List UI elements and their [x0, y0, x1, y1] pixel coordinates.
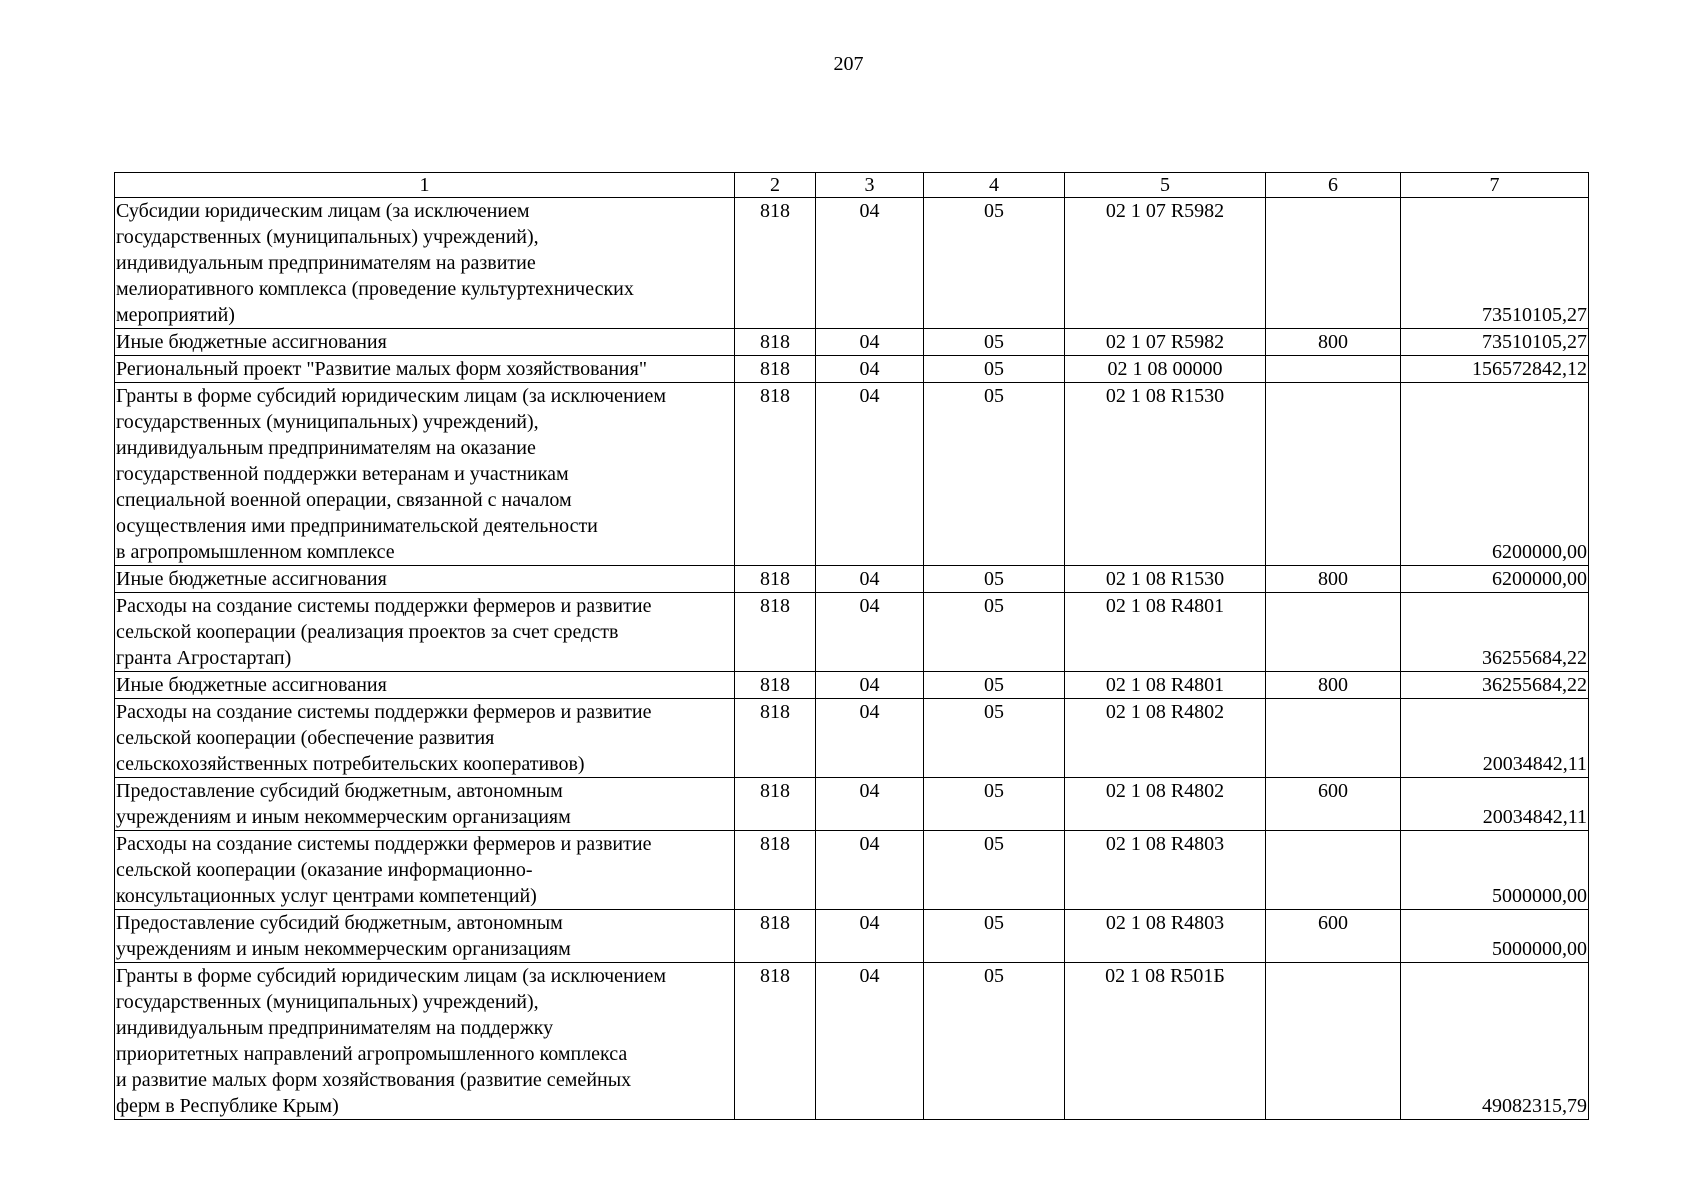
row-vr-cell: 800 — [1266, 566, 1401, 593]
table-row — [115, 356, 1589, 383]
row-rz-cell: 04 — [816, 566, 924, 593]
row-amount-cell: 36255684,22 — [1401, 672, 1589, 699]
table-row — [115, 778, 1589, 831]
table-row — [115, 566, 1589, 593]
table-row — [115, 593, 1589, 672]
row-csr-cell: 02 1 08 R1530 — [1065, 566, 1266, 593]
row-csr-cell: 02 1 08 R4802 — [1065, 699, 1266, 778]
row-pr-cell: 05 — [924, 699, 1065, 778]
row-name-cell: Иные бюджетные ассигнования — [115, 672, 735, 699]
row-csr-cell: 02 1 08 R1530 — [1065, 383, 1266, 566]
row-name-cell: Расходы на создание системы поддержки фермеров и развитие сельской кооперации (оказание информационно- консультационных услуг центрами компетенций) — [115, 831, 735, 910]
row-amount-cell: 5000000,00 — [1401, 831, 1589, 910]
row-gr-cell: 818 — [735, 778, 816, 831]
row-rz-cell: 04 — [816, 699, 924, 778]
row-csr-cell: 02 1 08 R501Б — [1065, 963, 1266, 1120]
row-pr-cell: 05 — [924, 329, 1065, 356]
row-amount-cell: 73510105,27 — [1401, 198, 1589, 329]
row-vr-cell — [1266, 593, 1401, 672]
row-name-cell: Иные бюджетные ассигнования — [115, 329, 735, 356]
row-gr-cell: 818 — [735, 831, 816, 910]
row-gr-cell: 818 — [735, 963, 816, 1120]
row-gr-cell: 818 — [735, 198, 816, 329]
row-csr-cell: 02 1 08 R4803 — [1065, 831, 1266, 910]
row-vr-cell — [1266, 963, 1401, 1120]
row-name-cell: Предоставление субсидий бюджетным, автономным учреждениям и иным некоммерческим организациям — [115, 778, 735, 831]
row-amount-cell: 73510105,27 — [1401, 329, 1589, 356]
row-pr-cell: 05 — [924, 910, 1065, 963]
row-name-cell: Расходы на создание системы поддержки фермеров и развитие сельской кооперации (обеспечение развития сельскохозяйственных потребительских кооперативов) — [115, 699, 735, 778]
row-amount-cell: 36255684,22 — [1401, 593, 1589, 672]
row-vr-cell: 600 — [1266, 910, 1401, 963]
row-amount-cell: 20034842,11 — [1401, 699, 1589, 778]
row-gr-cell: 818 — [735, 672, 816, 699]
row-rz-cell: 04 — [816, 198, 924, 329]
row-vr-cell — [1266, 356, 1401, 383]
row-csr-cell: 02 1 08 R4802 — [1065, 778, 1266, 831]
row-vr-cell — [1266, 383, 1401, 566]
table-row — [115, 831, 1589, 910]
row-vr-cell — [1266, 699, 1401, 778]
row-rz-cell: 04 — [816, 383, 924, 566]
row-gr-cell: 818 — [735, 356, 816, 383]
table-row — [115, 198, 1589, 329]
row-pr-cell: 05 — [924, 963, 1065, 1120]
header-cell: 7 — [1401, 173, 1589, 198]
header-cell: 6 — [1266, 173, 1401, 198]
header-cell: 4 — [924, 173, 1065, 198]
row-amount-cell: 156572842,12 — [1401, 356, 1589, 383]
row-amount-cell: 6200000,00 — [1401, 383, 1589, 566]
row-rz-cell: 04 — [816, 593, 924, 672]
row-gr-cell: 818 — [735, 699, 816, 778]
header-cell: 5 — [1065, 173, 1266, 198]
row-rz-cell: 04 — [816, 831, 924, 910]
row-pr-cell: 05 — [924, 672, 1065, 699]
table-row — [115, 383, 1589, 566]
row-pr-cell: 05 — [924, 593, 1065, 672]
row-gr-cell: 818 — [735, 383, 816, 566]
row-amount-cell: 6200000,00 — [1401, 566, 1589, 593]
row-rz-cell: 04 — [816, 910, 924, 963]
row-name-cell: Региональный проект "Развитие малых форм хозяйствования" — [115, 356, 735, 383]
row-name-cell: Субсидии юридическим лицам (за исключением государственных (муниципальных) учреждений), индивидуальным предпринимателям на развитие мелиоративного комплекса (проведение культуртехнических мероприятий) — [115, 198, 735, 329]
row-vr-cell: 800 — [1266, 672, 1401, 699]
row-vr-cell — [1266, 198, 1401, 329]
row-name-cell: Предоставление субсидий бюджетным, автономным учреждениям и иным некоммерческим организациям — [115, 910, 735, 963]
row-vr-cell — [1266, 831, 1401, 910]
row-pr-cell: 05 — [924, 566, 1065, 593]
row-pr-cell: 05 — [924, 356, 1065, 383]
row-name-cell: Расходы на создание системы поддержки фермеров и развитие сельской кооперации (реализация проектов за счет средств гранта Агростартап) — [115, 593, 735, 672]
row-name-cell: Гранты в форме субсидий юридическим лицам (за исключением государственных (муниципальных) учреждений), индивидуальным предпринимателям на оказание государственной поддержки ветеранам и участникам специальной военной операции, связанной с началом осуществления ими предпринимательской деятельности в агропромышленном комплексе — [115, 383, 735, 566]
row-name-cell: Иные бюджетные ассигнования — [115, 566, 735, 593]
row-gr-cell: 818 — [735, 593, 816, 672]
table-row — [115, 329, 1589, 356]
row-amount-cell: 20034842,11 — [1401, 778, 1589, 831]
row-csr-cell: 02 1 08 R4803 — [1065, 910, 1266, 963]
table-row — [115, 910, 1589, 963]
row-amount-cell: 49082315,79 — [1401, 963, 1589, 1120]
row-pr-cell: 05 — [924, 383, 1065, 566]
row-csr-cell: 02 1 08 00000 — [1065, 356, 1266, 383]
row-csr-cell: 02 1 08 R4801 — [1065, 593, 1266, 672]
table-row — [115, 963, 1589, 1120]
row-gr-cell: 818 — [735, 910, 816, 963]
table-header-row — [115, 173, 1589, 198]
row-vr-cell: 800 — [1266, 329, 1401, 356]
row-gr-cell: 818 — [735, 329, 816, 356]
header-cell: 3 — [816, 173, 924, 198]
table-row — [115, 699, 1589, 778]
row-amount-cell: 5000000,00 — [1401, 910, 1589, 963]
row-pr-cell: 05 — [924, 831, 1065, 910]
row-csr-cell: 02 1 07 R5982 — [1065, 329, 1266, 356]
row-rz-cell: 04 — [816, 329, 924, 356]
row-vr-cell: 600 — [1266, 778, 1401, 831]
row-pr-cell: 05 — [924, 778, 1065, 831]
row-name-cell: Гранты в форме субсидий юридическим лицам (за исключением государственных (муниципальных) учреждений), индивидуальным предпринимателям на поддержку приоритетных направлений агропромышленного комплекса и развитие малых форм хозяйствования (развитие семейных ферм в Республике Крым) — [115, 963, 735, 1120]
row-pr-cell: 05 — [924, 198, 1065, 329]
row-csr-cell: 02 1 08 R4801 — [1065, 672, 1266, 699]
row-rz-cell: 04 — [816, 963, 924, 1120]
budget-table — [114, 172, 1589, 1120]
table-row — [115, 672, 1589, 699]
row-gr-cell: 818 — [735, 566, 816, 593]
page-number: 207 — [833, 53, 864, 75]
row-csr-cell: 02 1 07 R5982 — [1065, 198, 1266, 329]
header-cell: 2 — [735, 173, 816, 198]
header-cell: 1 — [115, 173, 735, 198]
row-rz-cell: 04 — [816, 778, 924, 831]
row-rz-cell: 04 — [816, 356, 924, 383]
row-rz-cell: 04 — [816, 672, 924, 699]
